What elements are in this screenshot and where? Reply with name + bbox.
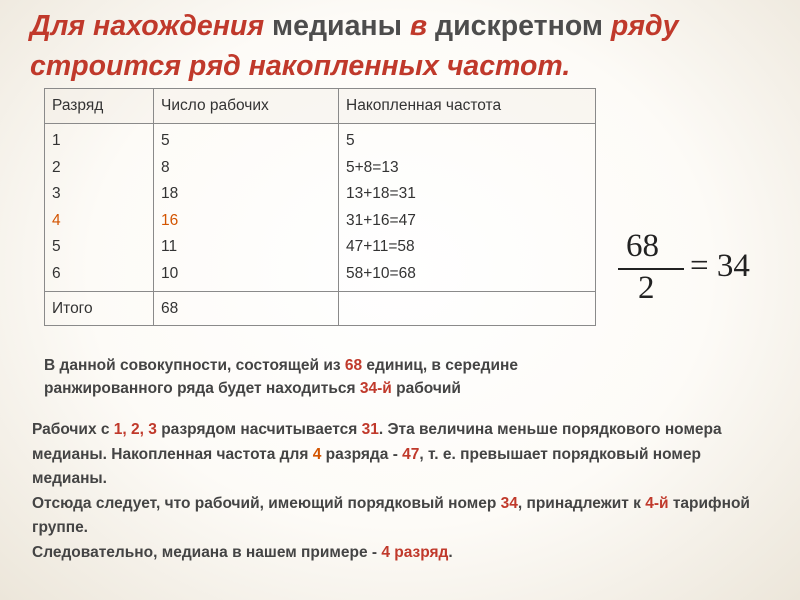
table-cell: 31+16=47 [346,211,416,229]
table-cell: 5 [52,238,61,255]
workers-column [154,124,339,292]
cumulative-column [339,124,596,292]
formula-result: = 34 [690,248,750,284]
table-cell: 8 [161,158,170,176]
text-run: , т. е. превышает порядковый номер медианы. [32,445,701,487]
table-cell-highlighted: 4 [52,211,61,229]
text-run: Следовательно, медиана в нашем примере - [32,543,382,561]
table-cell: 3 [52,185,61,202]
frequency-table [44,88,596,326]
table-cell: 13+18=31 [346,185,416,202]
formula-numerator: 68 [626,228,659,264]
table-body-row [45,124,596,292]
slide-title [30,6,790,86]
formula-denominator: 2 [638,270,655,306]
col-header-workers: Число рабочих [154,89,339,124]
table-cell: 5 [161,132,170,149]
text-highlight: 4 разряд [381,543,449,561]
title-part: ряду [610,10,679,42]
text-run: . Эта величина меньше порядкового номера медианы. Накопленная частота для [32,421,722,463]
table-cell: 18 [161,185,179,202]
text-run: Отсюда следует, что рабочий, имеющий порядковый номер [32,494,501,512]
table-total-row [45,292,596,326]
col-header-category: Разряд [45,89,154,124]
title-part: медианы [264,10,410,42]
text-run: . [448,543,453,561]
table-cell: 2 [52,158,61,176]
title-part: в [409,10,428,42]
text-highlight: 31 [361,421,379,438]
text-highlight: -й [377,380,392,397]
text-highlight: 1, 2, 3 [113,421,157,438]
table-cell: 5 [346,132,355,149]
text-highlight: 4-й [645,494,669,512]
explanation-paragraph-1 [44,354,604,400]
total-value: 68 [154,292,339,326]
table-cell-highlighted: 16 [161,211,179,229]
title-part: дискретном [427,10,611,42]
text-run: В данной совокупности, состоящей из [44,357,345,374]
text-run: разрядом насчитывается [156,421,362,438]
text-run: тарифной группе. [32,494,750,536]
text-run: , принадлежит к [517,494,646,512]
median-position-formula [612,230,762,310]
total-empty-cell [339,292,596,326]
table-cell: 5+8=13 [346,158,399,176]
text-run: единиц, в середине ранжированного ряда будет находиться [44,357,518,397]
title-part: Для нахождения [30,10,265,42]
text-highlight: 34 [359,380,378,397]
total-label: Итого [45,292,154,326]
table-cell: 47+11=58 [346,238,415,255]
title-line2: строится ряд накопленных частот. [30,50,571,82]
table-cell: 11 [161,238,178,255]
col-header-cumulative: Накопленная частота [339,89,596,124]
category-column [45,124,154,292]
table-header-row [45,89,596,124]
text-highlight: 4 [312,445,322,463]
text-run: рабочий [391,380,461,397]
text-highlight: 47 [402,445,420,463]
table-cell: 6 [52,264,61,282]
table-cell: 1 [52,132,61,149]
explanation-paragraph-2 [32,418,772,565]
text-highlight: 68 [344,357,363,374]
text-run: разряда - [321,445,403,463]
table-cell: 10 [161,264,179,282]
text-run: Рабочих с [32,421,114,438]
table-cell: 58+10=68 [346,264,416,282]
text-highlight: 34 [500,494,518,512]
